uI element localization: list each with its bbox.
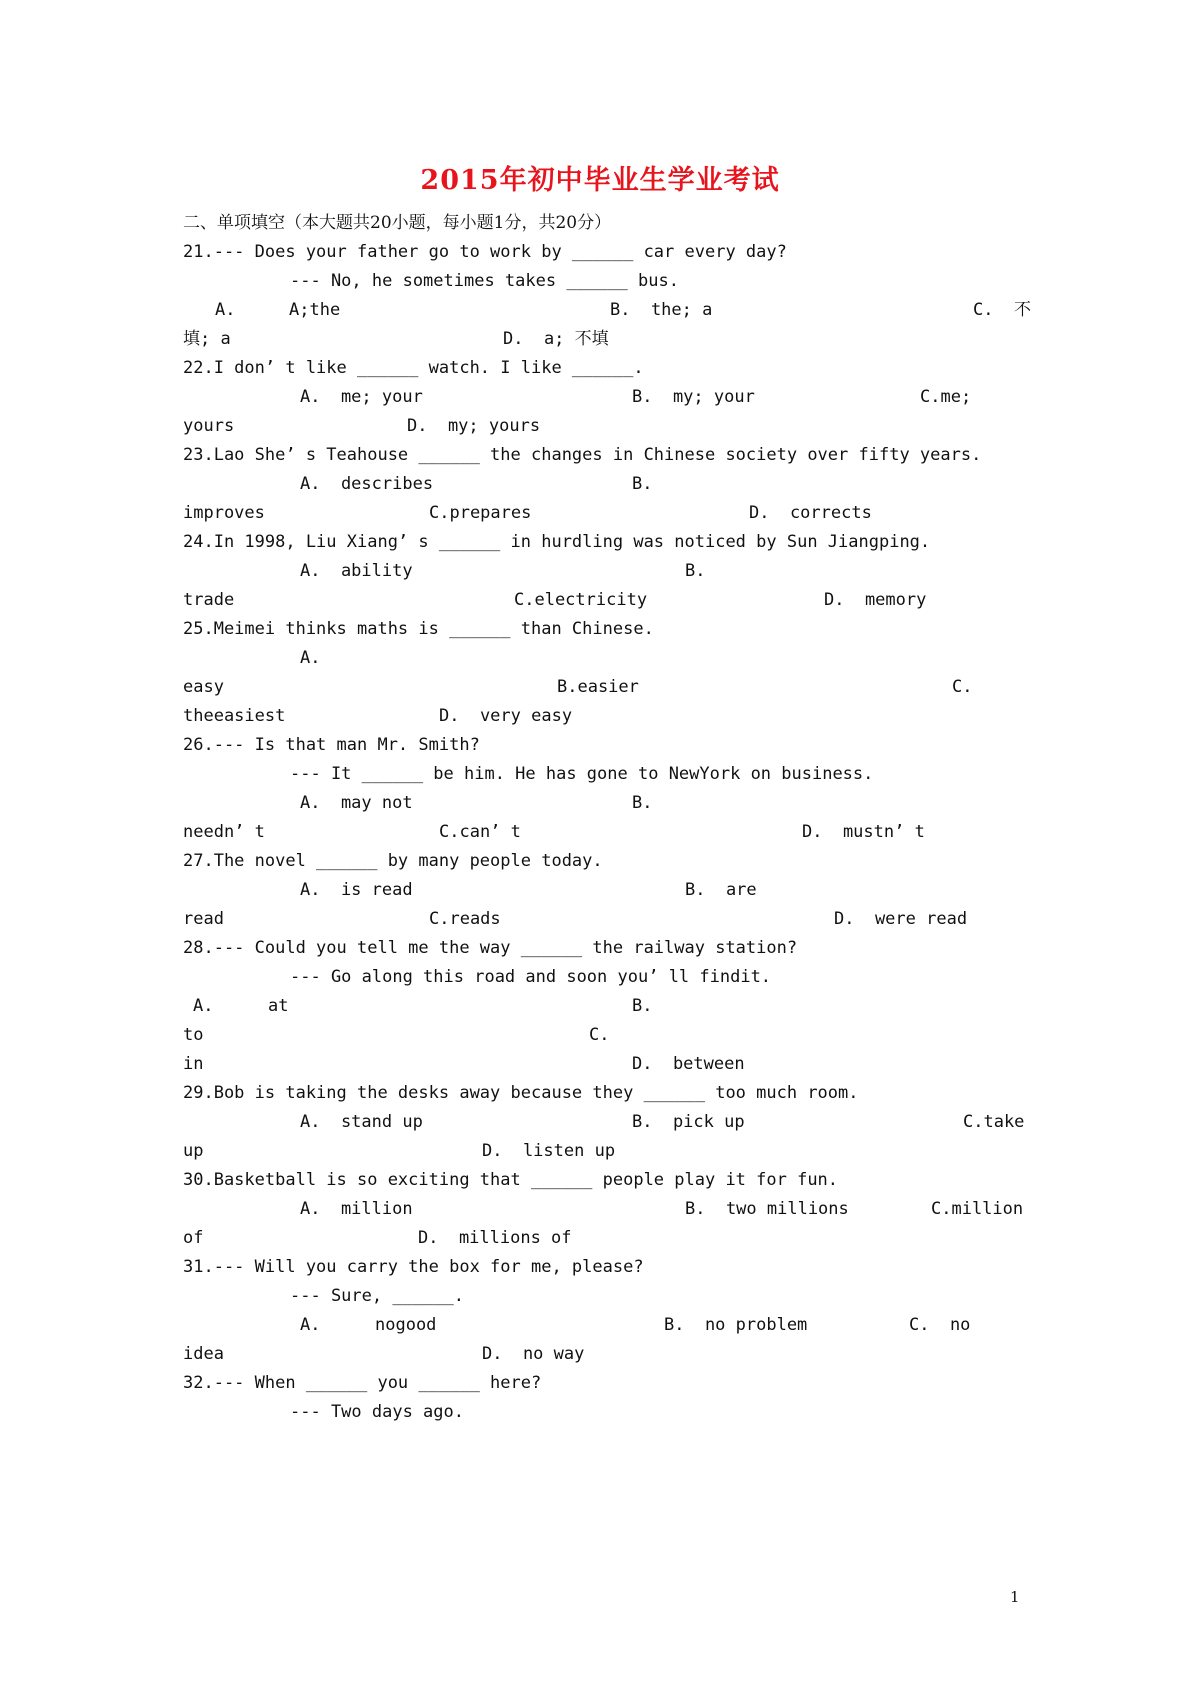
option-d: D. my; yours [407,416,541,436]
question-21: 21.--- Does your father go to work by ______ car every day? [183,242,787,262]
option-b-continued: improves [183,503,265,523]
question-32: 32.--- When ______ you ______ here? [183,1373,542,1393]
option-c: C.can’ t [439,822,521,842]
option-b: B. [685,561,706,581]
option-a: A. million [300,1199,413,1219]
option-c: C.take [963,1112,1025,1132]
question-32-reply: --- Two days ago. [290,1402,464,1422]
question-26-reply: --- It ______ be him. He has gone to NewYork on business. [290,764,874,784]
option-label: A. [193,996,214,1016]
option-c: C. 不 [973,300,1031,320]
option-c-continued: in [183,1054,204,1074]
option-c: C. [952,677,973,697]
question-26: 26.--- Is that man Mr. Smith? [183,735,480,755]
option-d: D. mustn’ t [802,822,925,842]
option-c-continued: of [183,1228,204,1248]
option-b-continued: needn’ t [183,822,265,842]
question-28-reply: --- Go along this road and soon you’ ll findit. [290,967,772,987]
option-c: C.prepares [429,503,532,523]
option-d: D. no way [482,1344,585,1364]
question-31-reply: --- Sure, ______. [290,1286,464,1306]
option-b: B. my; your [632,387,755,407]
option-c-continued: theeasiest [183,706,286,726]
option-c: C.me; [920,387,972,407]
option-b: B. pick up [632,1112,745,1132]
question-25: 25.Meimei thinks maths is ______ than Chinese. [183,619,654,639]
option-a: A. describes [300,474,434,494]
option-d: D. were read [834,909,968,929]
option-d: D. corrects [749,503,872,523]
option-d: D. memory [824,590,927,610]
option-c: C. no [909,1315,971,1335]
option-d: D. a; 不填 [503,329,609,349]
option-c-continued: up [183,1141,204,1161]
question-31: 31.--- Will you carry the box for me, please? [183,1257,644,1277]
option-c: C.million [931,1199,1024,1219]
option-b: B. [632,996,653,1016]
option-a: A. may not [300,793,413,813]
option-c: C.electricity [514,590,648,610]
option-c: C. [589,1025,610,1045]
question-22: 22.I don’ t like ______ watch. I like ______. [183,358,644,378]
option-text: A;the [289,300,341,320]
option-c: C.reads [429,909,501,929]
option-d: D. millions of [418,1228,572,1248]
option-text: nogood [375,1315,437,1335]
option-a: A. is read [300,880,413,900]
option-b: B.easier [557,677,639,697]
option-c-continued: 填; a [183,329,231,349]
section-heading: 二、单项填空（本大题共20小题，每小题1分，共20分） [183,213,612,233]
option-a: A. stand up [300,1112,423,1132]
option-a: A. ability [300,561,413,581]
option-a: A. me; your [300,387,423,407]
question-24: 24.In 1998, Liu Xiang’ s ______ in hurdling was noticed by Sun Jiangping. [183,532,931,552]
option-b: B. [632,474,653,494]
option-b: B. are [685,880,757,900]
question-28: 28.--- Could you tell me the way ______ the railway station? [183,938,798,958]
question-29: 29.Bob is taking the desks away because they ______ too much room. [183,1083,859,1103]
option-b: B. [632,793,653,813]
option-d: D. between [632,1054,745,1074]
option-d: D. very easy [439,706,573,726]
option-d: D. listen up [482,1141,616,1161]
option-b-continued: to [183,1025,204,1045]
question-21-reply: --- No, he sometimes takes ______ bus. [290,271,679,291]
option-label: A. [300,1315,321,1335]
option-label: A. [215,300,236,320]
option-a-continued: easy [183,677,224,697]
exam-title: 2015年初中毕业生学业考试 [420,165,780,196]
option-text: at [268,996,289,1016]
question-23: 23.Lao She’ s Teahouse ______ the changes in Chinese society over fifty years. [183,445,982,465]
option-b: B. two millions [685,1199,849,1219]
question-30: 30.Basketball is so exciting that ______ people play it for fun. [183,1170,839,1190]
option-c-continued: yours [183,416,235,436]
option-a: A. [300,648,321,668]
option-b-continued: trade [183,590,235,610]
option-b: B. the; a [610,300,713,320]
question-27: 27.The novel ______ by many people today. [183,851,603,871]
option-c-continued: idea [183,1344,224,1364]
option-b: B. no problem [664,1315,808,1335]
option-b-continued: read [183,909,224,929]
page-number: 1 [1010,1588,1020,1606]
